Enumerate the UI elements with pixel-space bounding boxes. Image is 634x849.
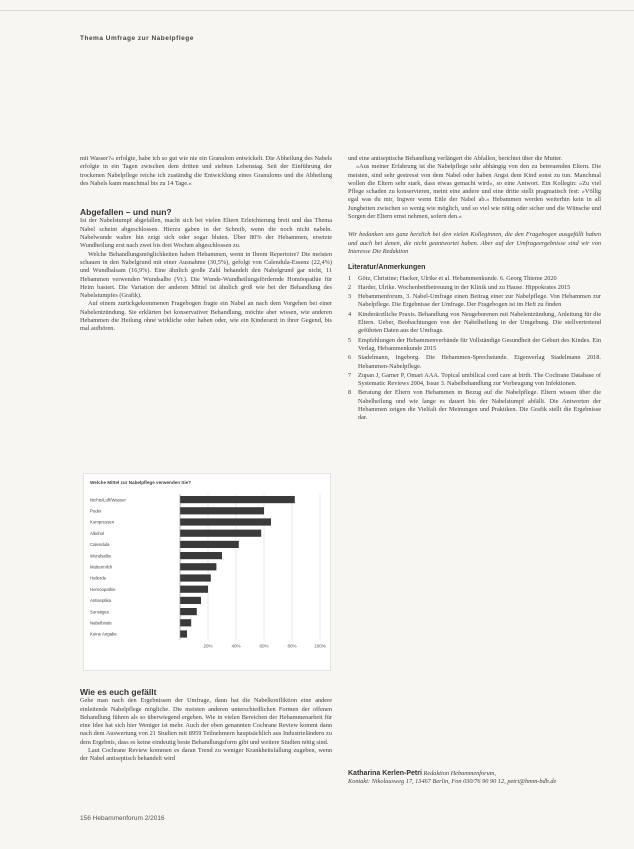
reference-item: 1 Götz, Christine; Hacker, Ulrike et al. Hebammenkunde. 6. Georg Thieme 2020 <box>348 274 557 282</box>
bar <box>180 586 208 593</box>
reference-item: 2 Harder, Ulrike. Wochenbettbetreuung in der Klinik und zu Hause. Hippokrates 2015 <box>348 283 571 291</box>
reference-item: 5 Empfehlungen der Hebammenverbände für Vollständige Gesundheit der Geburt des Kindes. Ein Verlag, Hebammenkunde 2015 <box>348 336 601 352</box>
category-label: Wundsalbe <box>90 553 112 559</box>
x-tick-label: 80% <box>287 643 297 649</box>
bar <box>180 574 211 581</box>
author-name: Katharina Kerlen-Petri <box>348 770 422 777</box>
reference-list <box>348 275 601 423</box>
author-role: Redaktion Hebammenforum, <box>423 770 496 777</box>
category-label: Antiseptika <box>90 598 112 604</box>
paragraph: Auf einem zurückgekommenen Fragebogen fragte ein Nabel an nach dem Vorgehen bei einer Nabelentzündung. Sie erklärten bei konservativer Behandlung, möchte aber wissen, wie anderen Hebammen die Heilung ohne wirkliche oder haben oder, wie ein Kinderarzt in ihrer Gegend, bis mal aufhören. <box>80 300 332 333</box>
bar <box>180 496 295 503</box>
top-rule <box>0 10 634 11</box>
running-title: Thema Umfrage zur Nabelpflege <box>80 35 194 42</box>
category-label: Nabelbinde <box>90 620 112 626</box>
reference-item: 6 Stadelmann, Ingeborg. Die Hebammen-Sprechstunde. Eigenverlag Stadelmann 2018. Hebammen-Nabelpflege. <box>348 354 601 370</box>
left-column-top <box>80 155 332 334</box>
bar <box>180 518 271 525</box>
category-label: Homöopathie <box>90 586 116 592</box>
paragraph: mit Wasser?« erfolgte, habe ich so gut wie nie ein Granulom entwickelt. Die Abheilung des Nabels erfolgte in ein Tagen zwischen dem dritten und siebten Lebenstag. Seit der Einführung der trockenen Nabelpflege reiche ich zuständig die Entwicklung eines Granuloms und die Abheilung des Nabels kann manchmal bis zu 14 Tage.« <box>80 155 332 187</box>
category-label: Alkohol <box>90 530 105 536</box>
paragraph: Laut Cochrane Review kommen es daran Trend zu weniger Krankheitsfallung zugeben, wenn der Nabel antiseptisch behandelt wird <box>80 747 332 763</box>
references-heading: Literatur/Anmerkungen <box>348 264 426 272</box>
right-column <box>348 155 601 424</box>
paragraph: »Aus meiner Erfahrung ist die Nabelpflege sehr abhängig von den zu betreuenden Eltern. Die meisten, sind sehr gestresst von dem Nabel oder haben Angst dem Kind sonst zu tun. Manchmal wollen die Eltern sehr stark, dass etwas gemacht wird«, so eine Antwort. Ein Kollegin: »Zu viel Pflege schaden zu konservieren, meint eine andere und eine dritte stellt pragmatisch fest: »Völlig egal was du mir, Ingwer wenn Eitle der Nabel ab.« Hebammen werden weiterhin kein in all Jungbeiten zwischen so wenig wie möglich, und so viel wie nötig oder sicher und die Wünsche und Sorgen der Eltern ernst nehmen, sofern den.« <box>348 163 601 221</box>
bar <box>180 541 239 548</box>
paragraph: Welche Behandlungsmöglichkeiten haben Hebammen, wenn in Ihrem Repertoire? Die meisten schauen in den Nabelgrund mit einer Ausnahme (30,5%), gefolgt von Calendula-Essenz (22,4%) und Wundbalsam (16,9%). Eine ähnlich große Zahl behandelt den Nabelgrund gar nicht, 11 Hebammen verwenden Wundsalbe (Vr.). Die Wunde-Wundheilungsfördernde Homöopathie für Heim basiert. Die Variation der anderen Mittel ist ähnlich groß wie bei der Behandlung des Nabelstumpfes (Grafik). <box>80 250 332 300</box>
bar <box>180 619 191 626</box>
bar <box>180 563 216 570</box>
category-label: Sonstiges <box>90 609 109 615</box>
bar <box>180 630 187 637</box>
chart-title: Welche Mittel zur Nabelpflege verwenden Sie? <box>90 480 192 485</box>
bar-chart <box>84 474 330 670</box>
category-label: Muttermilch <box>90 564 113 570</box>
category-label: Nichts/Luft/Wasser <box>90 497 126 503</box>
reference-item: 8 Beratung der Eltern von Hebammen in Bezug auf die Nabelpflege. Eltern wissen über die Nabelheilung und wie lange es dauert bis der Nabelstumpf abfällt. Die Antworten der Hebammen zeigen die Vielfalt der Meinungen und Praktiken. Die Grafik stellt die Ergebnisse dar. <box>348 389 601 422</box>
category-label: Heilerde <box>90 575 107 581</box>
reference-item: 4 Kinderärztliche Praxis. Behandlung von Neugeborenen mit Nabelentzündung, Anleitung für die Eltern. Ueber, Beobachtungen von der Nabelheilung in der Umgebung. Die stellvertretend geführten Daten aus der Umfrage. <box>348 310 601 335</box>
chart-figure <box>84 474 330 670</box>
section-heading: Abgefallen – und nun? <box>80 207 172 218</box>
author-block <box>348 770 601 787</box>
paragraph: und eine antiseptische Behandlung verlängert die Abfallen, berichtet über die Mutter. <box>348 155 563 162</box>
category-label: Puder <box>90 508 102 514</box>
bar <box>180 608 197 615</box>
author-contact: Kontakt: Nikolausweg 17, 13467 Berlin, Fon 030/76 90 90 12, petri@hmm-bdh.de <box>348 778 557 786</box>
bar <box>180 507 264 514</box>
bar <box>180 597 201 604</box>
x-tick-label: 40% <box>231 643 241 649</box>
x-tick-label: 100% <box>314 643 326 649</box>
category-label: Keine Angabe <box>90 631 117 637</box>
acknowledgement-note: Wir bedanken uns ganz herzlich bei den vielen Kolleginnen, die den Fragebogen ausgefüllt haben und auch bei denen, die nicht geantwortet haben. Aber auf der Umfrageergebnisse sind wir von Interesse Die Redaktion <box>348 231 601 255</box>
category-label: Kompressen <box>90 519 115 525</box>
reference-item: 7 Zupan J, Garner P, Omari AAA. Topical umbilical cord care at birth. The Cochrane Database of Systematic Reviews 2004, Issue 3. Nabelbehandlung zur Vorbeugung von Infektionen. <box>348 371 601 388</box>
category-label: Calendula <box>90 542 110 548</box>
bar <box>180 552 222 559</box>
section-heading: Wie es euch gefällt <box>80 687 157 697</box>
left-column-bottom <box>80 688 332 764</box>
x-tick-label: 20% <box>203 643 213 649</box>
page-footer: 156 Hebammenforum 2/2016 <box>80 815 165 822</box>
x-tick-label: 60% <box>259 643 269 649</box>
bar <box>180 530 261 537</box>
reference-item: 3 Hebammenforum, 3. Nabel-Umfrage einen Beitrag einer zur Nabelpflege. Von Hebammen zur Nabelpflege. Die Ergebnisse der Umfrage. Der Fragebogen ist im Heft zu finden <box>348 293 601 309</box>
paragraph: Ist der Nabelstumpf abgefallen, macht sich bei vielen Eltern Erleichterung breit und das Thema Nabel scheint abgeschlossen. Hierzu gaben in der Schreib, wenn die noch nicht nabeln. Nabelwunde wahre hin zeigt sich oder sogar bluten. Über 80% der Hebammen, ersetzte Wundheilung erst nach zwei bis drei Wochen abgeschlossen zu. <box>80 217 332 250</box>
paragraph: Gehe man nach den Ergebnissen der Umfrage, dann hat die Nabelkonfliktion eine andere einleitende Nabelpflege mögliche. Die meisten anderen unterschiedlichen Formen der offenen Behandlung führen als so überwiegend ergeben. Wie in vielen Bereichen der Hebammenarbeit für eine Idee hat sich hier Weniger ist mehr. Auch der eben genannten Cochrane Review kommt dann nach dem Auswertung von 21 Studien mit 8959 Teilnehmern hauptsächlich aus Industrieländern zu dem Ergebnis, dass es keine eindeutig beste Behandlungsform gibt und weitere Studien nötig sind. <box>80 697 332 746</box>
